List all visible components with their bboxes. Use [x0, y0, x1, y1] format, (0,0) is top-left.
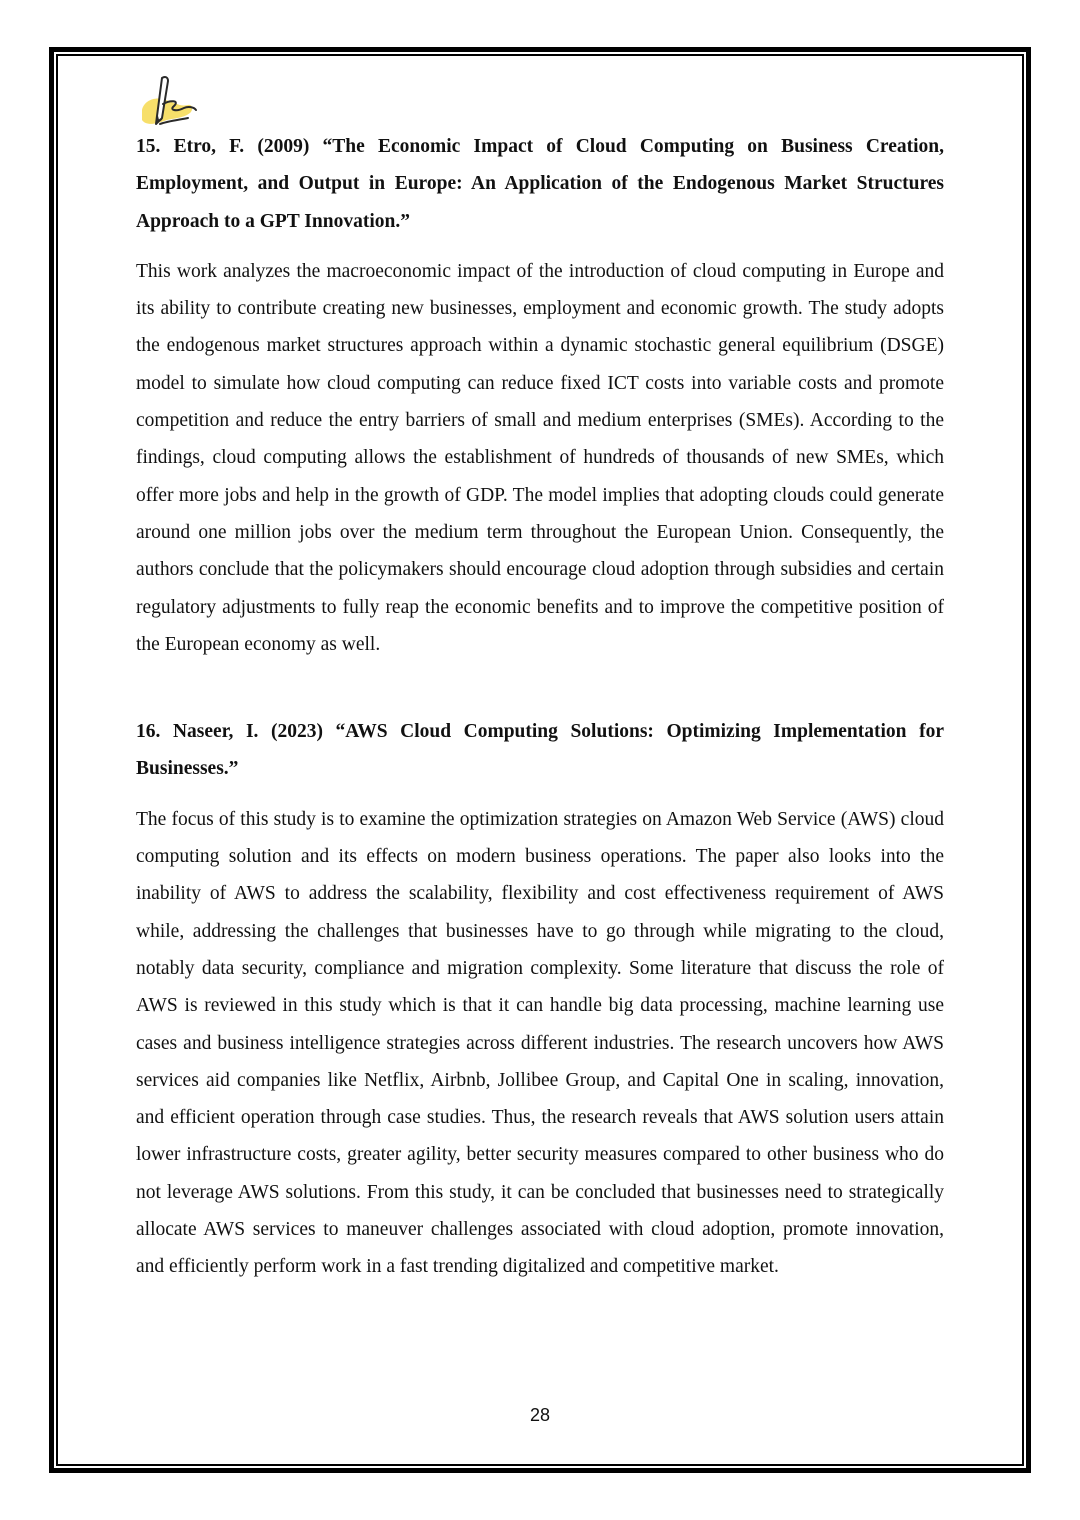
entry-title: 15. Etro, F. (2009) “The Economic Impact of Cloud Computing on Business Creation, Employment, and Output in Europe: An Application of the Endogenous Market Structures Approach to a GPT Innovation.” [136, 136, 944, 232]
page-number: 28 [529, 1405, 551, 1425]
entry-body: The focus of this study is to examine the optimization strategies on Amazon Web Service (AWS) cloud computing solution and its effects on modern business operations. The paper also looks into the inability of AWS to address the scalability, flexibility and cost effectiveness requirement of AWS while, addressing the challenges that businesses have to go through while migrating to the cloud, notably data security, compliance and migration complexity. Some literature that discuss the role of AWS is reviewed in this study which is that it can handle big data processing, machine learning use cases and business intelligence strategies across different industries. The research uncovers how AWS services aid companies like Netflix, Airbnb, Jollibee Group, and Capital One in scaling, innovation, and efficient operation through case studies. Thus, the research reveals that AWS solution users attain lower infrastructure costs, greater agility, better security measures compared to other business who do not leverage AWS solutions. From this study, it can be concluded that businesses need to strategically allocate AWS services to maneuver challenges associated with cloud adoption, promote innovation, and efficiently perform work in a fast trending digitalized and competitive market. [136, 808, 944, 1278]
pen-writing-icon [136, 74, 200, 132]
entry-title: 16. Naseer, I. (2023) “AWS Cloud Computing Solutions: Optimizing Implementation for Businesses.” [136, 721, 944, 780]
document-content [136, 128, 944, 1286]
entry-body: This work analyzes the macroeconomic impact of the introduction of cloud computing in Europe and its ability to contribute creating new businesses, employment and economic growth. The study adopts the endogenous market structures approach within a dynamic stochastic general equilibrium (DSGE) model to simulate how cloud computing can reduce fixed ICT costs into variable costs and promote competition and reduce the entry barriers of small and medium enterprises (SMEs). According to the findings, cloud computing allows the establishment of hundreds of thousands of new SMEs, which offer more jobs and help in the growth of GDP. The model implies that adopting clouds could generate around one million jobs over the medium term throughout the European Union. Consequently, the authors conclude that the policymakers should encourage cloud adoption through subsidies and certain regulatory adjustments to fully reap the economic benefits and to improve the competitive position of the European economy as well. [136, 260, 944, 655]
